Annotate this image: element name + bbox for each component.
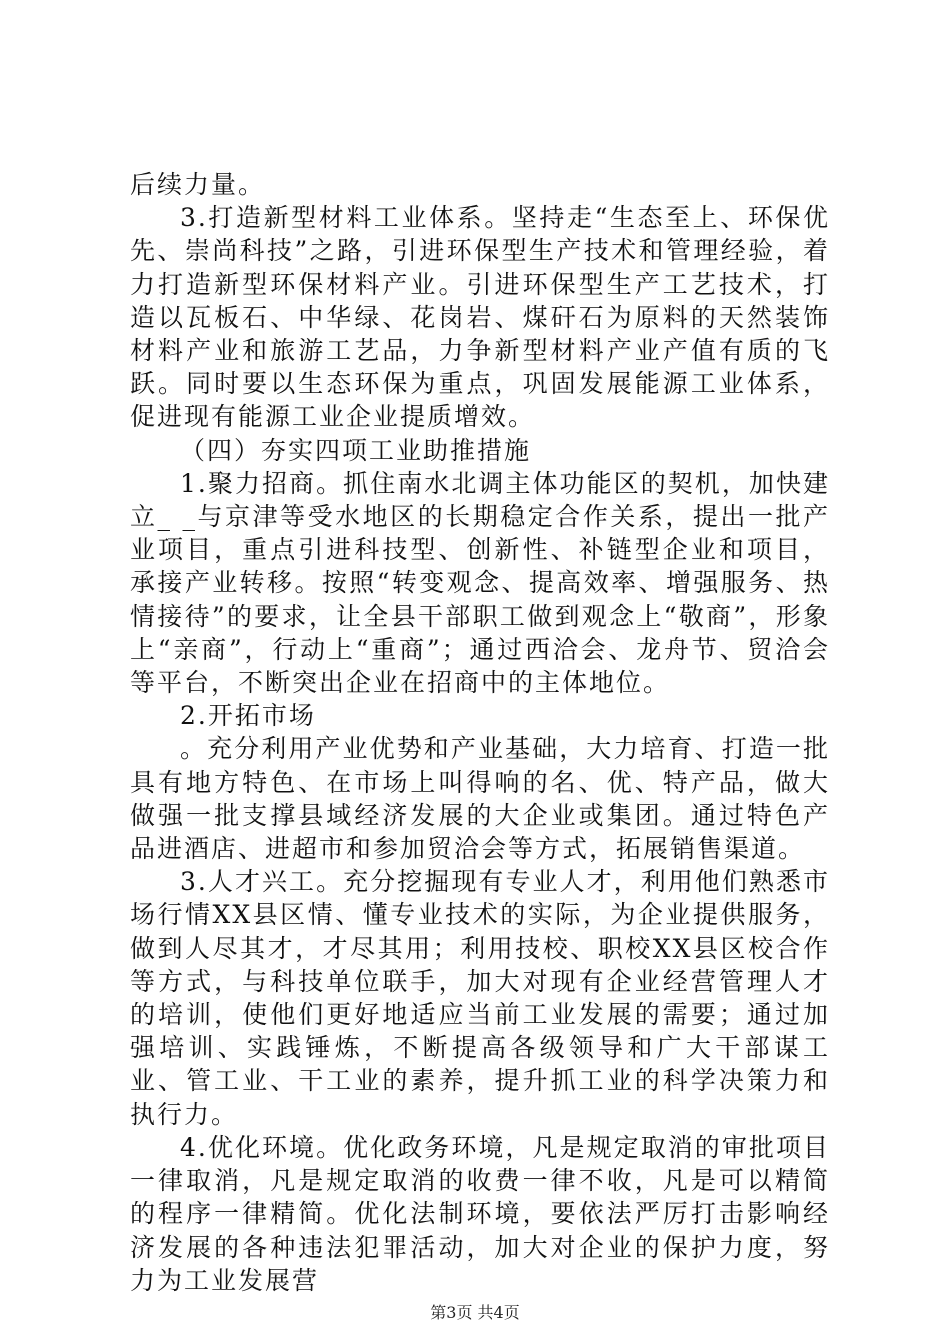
page-number-footer: 第3页 共4页 — [430, 1303, 520, 1322]
section-heading-measures: （四）夯实四项工业助推措施 — [180, 435, 532, 465]
document-body — [130, 168, 830, 1297]
paragraph-new-materials: 3.打造新型材料工业体系。坚持走“生态至上、环保优先、崇尚科技”之路，引进环保型生产技术和管理经验，着力打造新型环保材料产业。引进环保型生产工艺技术，打造以瓦板石、中华绿、花岗岩、煤矸石为原料的天然装饰材料产业和旅游工艺品，力争新型材料产业产值有质的飞跃。同时要以生态环保为重点，巩固发展能源工业体系，促进现有能源工业企业提质增效。 — [130, 203, 830, 432]
paragraph-market-heading: 2.开拓市场 — [180, 701, 316, 731]
paragraph-investment: 1.聚力招商。抓住南水北调主体功能区的契机，加快建立_ _与京津等受水地区的长期稳定合作关系，提出一批产业项目，重点引进科技型、创新性、补链型企业和项目，承接产业转移。按照“转变观念、提高效率、增强服务、热情接待”的要求，让全县干部职工做到观念上“敬商”，形象上“亲商”，行动上“重商”；通过西洽会、龙舟节、贸洽会等平台，不断突出企业在招商中的主体地位。 — [130, 468, 830, 698]
paragraph-market: 。充分利用产业优势和产业基础，大力培育、打造一批具有地方特色、在市场上叫得响的名、优、特产品，做大做强一批支撑县域经济发展的大企业或集团。通过特色产品进酒店、进超市和参加贸洽会等方式，拓展销售渠道。 — [130, 734, 830, 864]
paragraph-continuation: 后续力量。 — [130, 170, 266, 199]
paragraph-environment: 4.优化环境。优化政务环境，凡是规定取消的审批项目一律取消，凡是规定取消的收费一律不收，凡是可以精简的程序一律精简。优化法制环境，要依法严厉打击影响经济发展的各种违法犯罪活动，加大对企业的保护力度，努力为工业发展营 — [130, 1132, 830, 1295]
paragraph-talent: 3.人才兴工。充分挖掘现有专业人才，利用他们熟悉市场行情XX县区情、懂专业技术的实际，为企业提供服务，做到人尽其才，才尽其用；利用技校、职校XX县区校合作等方式，与科技单位联手，加大对现有企业经营管理人才的培训，使他们更好地适应当前工业发展的需要；通过加强培训、实践锤炼，不断提高各级领导和广大干部谋工业、管工业、干工业的素养，提升抓工业的科学决策力和执行力。 — [130, 867, 830, 1129]
